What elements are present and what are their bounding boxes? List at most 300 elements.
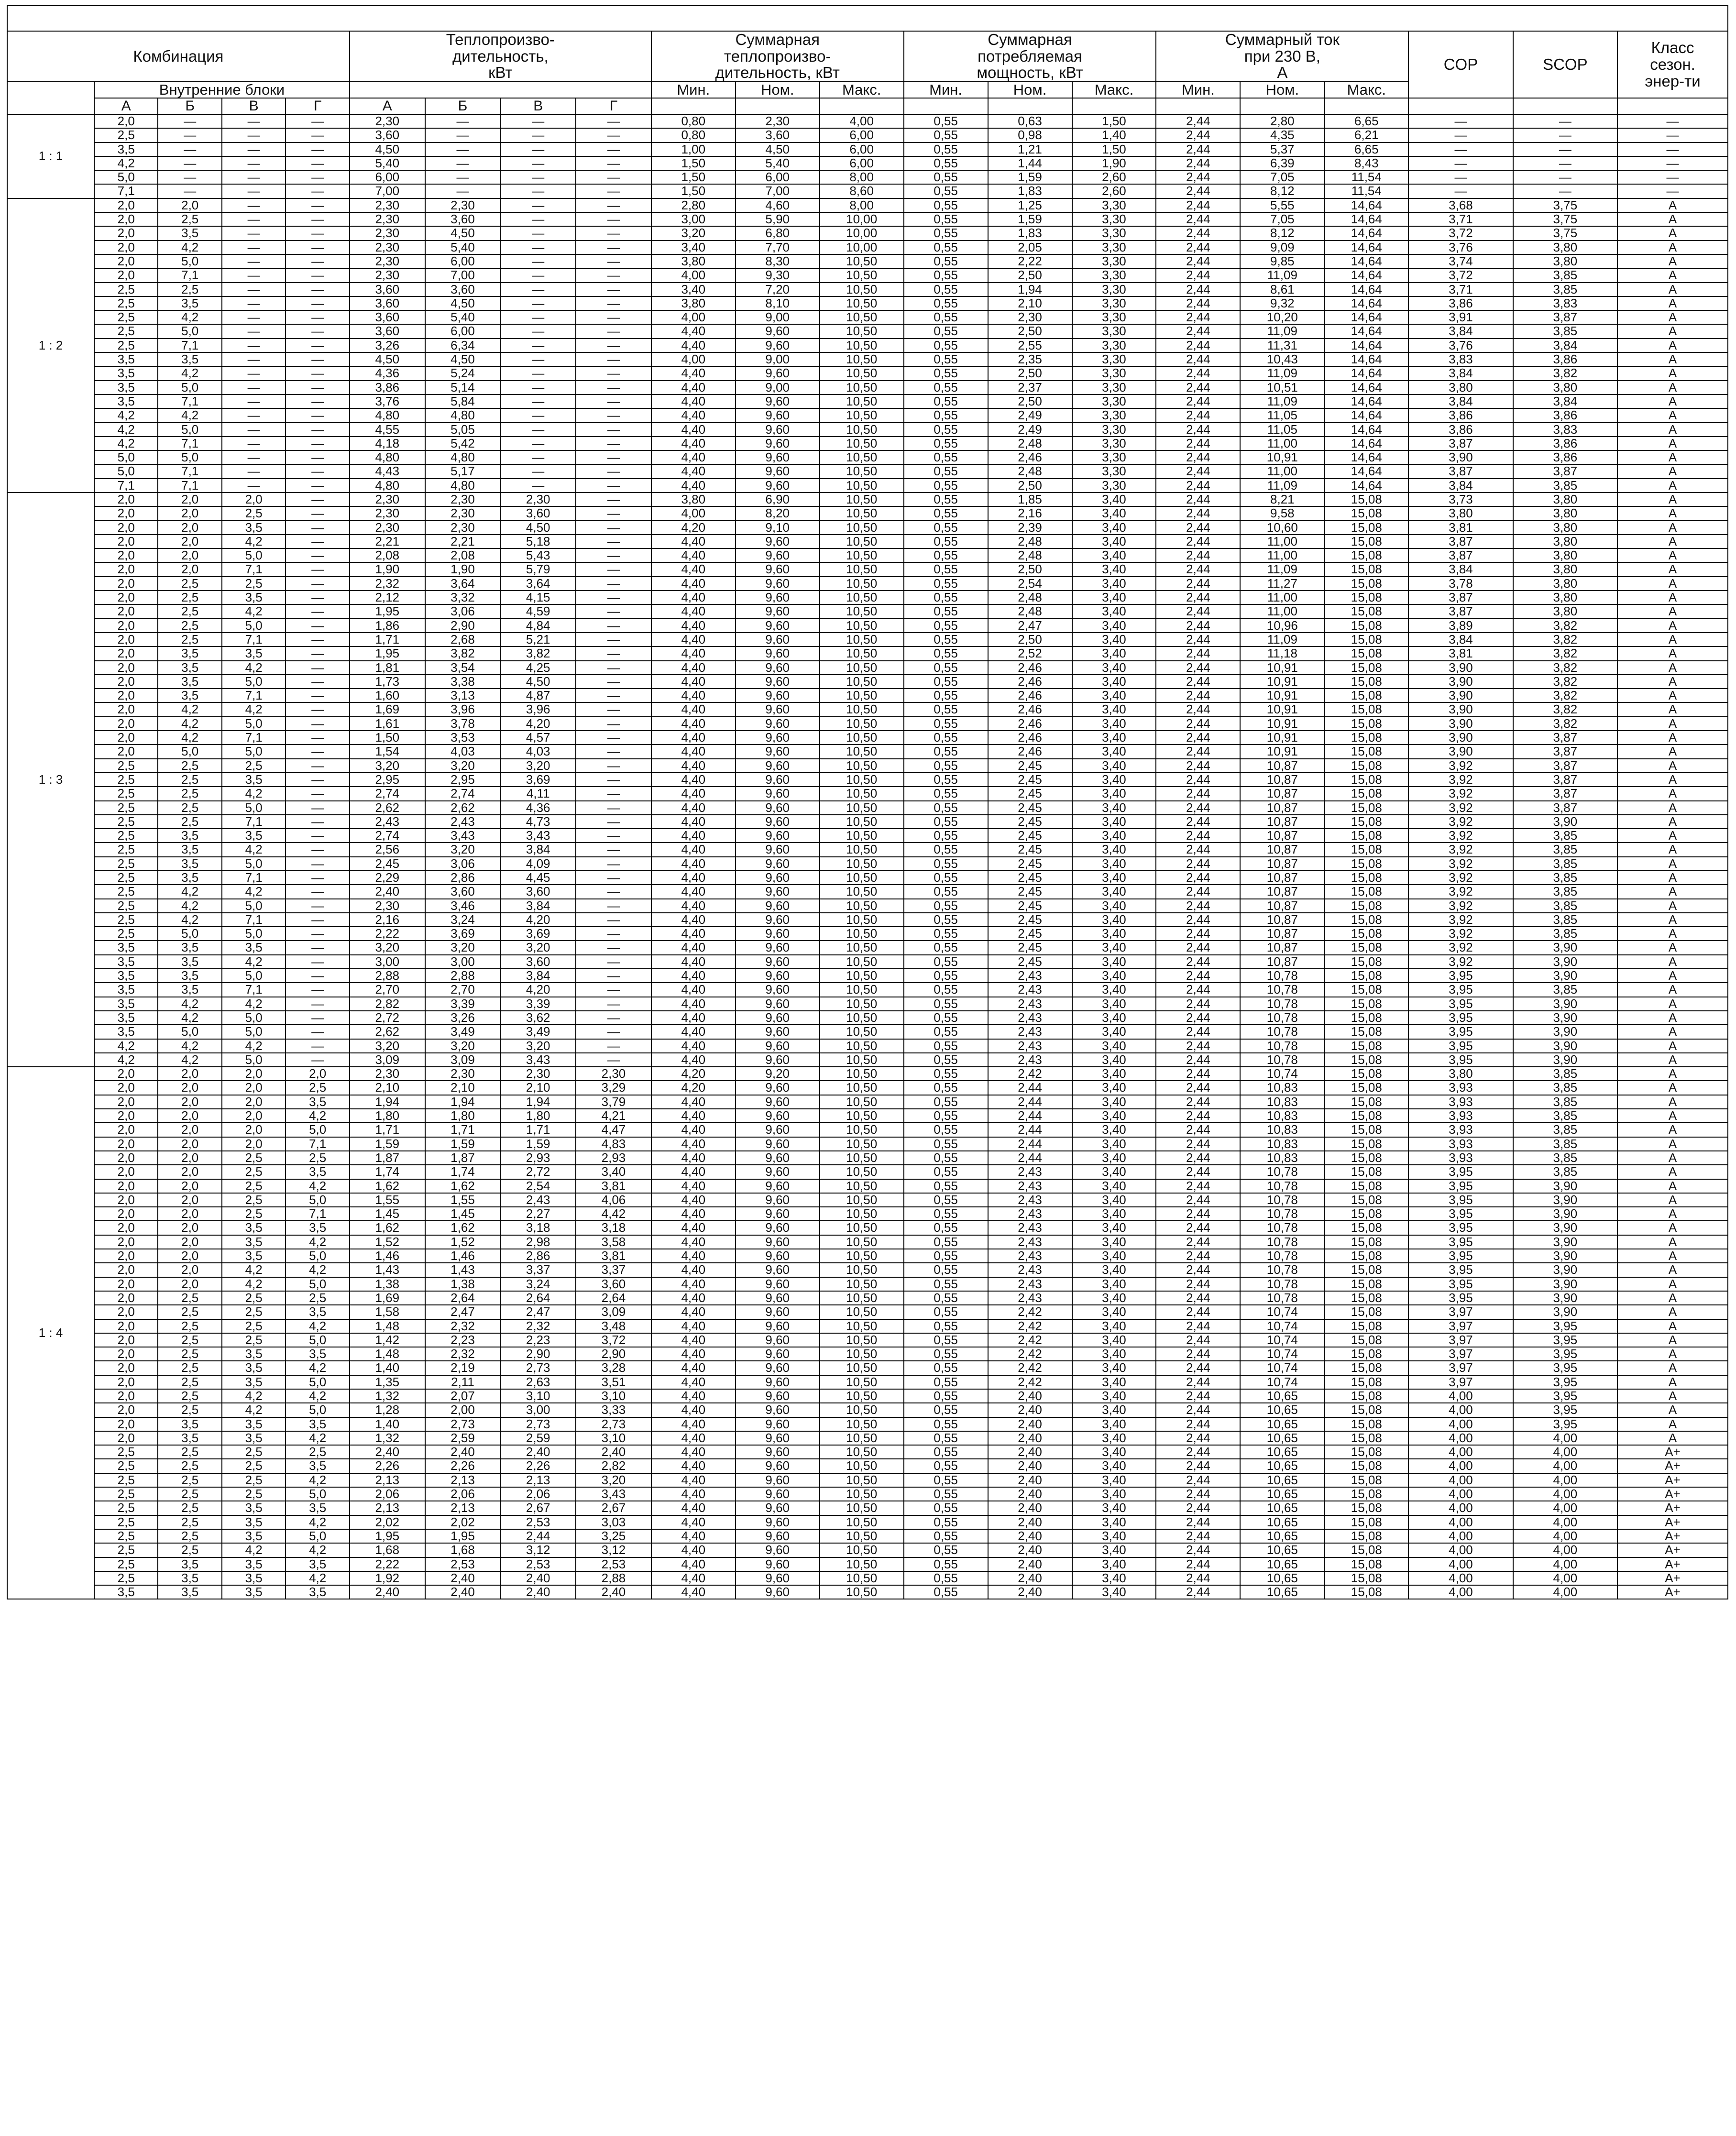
cell: 3,69 <box>500 773 576 787</box>
cell: 0,55 <box>904 675 988 689</box>
cell: 10,50 <box>820 829 904 843</box>
cell: 2,30 <box>350 254 425 268</box>
cell: 2,0 <box>94 604 158 618</box>
cell: A <box>1617 1221 1728 1235</box>
cell: 3,20 <box>500 759 576 773</box>
cell: A <box>1617 324 1728 338</box>
cell: 10,00 <box>820 226 904 240</box>
cell: 5,0 <box>286 1277 349 1291</box>
cell: A <box>1617 955 1728 969</box>
header-total-power-l2: потребляемая <box>978 47 1082 65</box>
cell: 3,5 <box>158 675 221 689</box>
cell: — <box>286 114 349 128</box>
cell: 3,30 <box>1072 479 1156 493</box>
cell: 3,95 <box>1408 983 1513 997</box>
table-row <box>7 408 1728 422</box>
table-row <box>7 310 1728 324</box>
cell: 3,5 <box>222 1417 286 1431</box>
cell: 3,85 <box>1513 1165 1617 1179</box>
cell: 3,5 <box>94 941 158 954</box>
cell: 0,55 <box>904 212 988 226</box>
cell: 2,44 <box>1156 899 1240 913</box>
cell: 2,44 <box>1156 1263 1240 1277</box>
cell: 2,5 <box>94 1515 158 1529</box>
cell: A <box>1617 619 1728 633</box>
cell: 3,10 <box>576 1431 651 1445</box>
header-total-power-l3: мощность, кВт <box>977 64 1083 82</box>
cell: — <box>576 548 651 562</box>
cell: 2,0 <box>94 1067 158 1081</box>
cell: 3,20 <box>651 226 736 240</box>
cell: A+ <box>1617 1585 1728 1599</box>
cell: 3,93 <box>1408 1123 1513 1137</box>
cell: 3,40 <box>1072 1011 1156 1025</box>
table-row <box>7 955 1728 969</box>
cell: 4,20 <box>651 521 736 535</box>
cell: 2,5 <box>94 815 158 829</box>
header-cap-b: Б <box>425 98 501 114</box>
cell: 3,12 <box>500 1543 576 1557</box>
cell: 10,83 <box>1240 1151 1324 1165</box>
cell: 2,44 <box>1156 142 1240 156</box>
cell: 9,60 <box>736 983 820 997</box>
cell: A <box>1617 871 1728 885</box>
cell: 3,87 <box>1513 745 1617 758</box>
cell: 3,18 <box>500 1221 576 1235</box>
cell: — <box>222 339 286 352</box>
header-cap-a: А <box>350 98 425 114</box>
cell: 4,00 <box>1513 1571 1617 1585</box>
cell: 2,5 <box>94 801 158 815</box>
header-energy-class-l3: энер-ти <box>1645 72 1701 90</box>
cell: 2,44 <box>1156 1207 1240 1221</box>
cell: 10,83 <box>1240 1123 1324 1137</box>
cell: 3,95 <box>1408 1179 1513 1193</box>
cell: — <box>576 241 651 254</box>
cell: 0,55 <box>904 493 988 506</box>
cell: A <box>1617 1067 1728 1081</box>
cell: 3,82 <box>1513 619 1617 633</box>
cell: 2,0 <box>94 1151 158 1165</box>
cell: 4,40 <box>651 1249 736 1263</box>
cell: 2,48 <box>988 604 1072 618</box>
cell: 4,36 <box>350 366 425 380</box>
cell: 4,2 <box>222 1403 286 1417</box>
cell: 3,90 <box>1513 1221 1617 1235</box>
table-row <box>7 843 1728 856</box>
cell: 1,45 <box>350 1207 425 1221</box>
cell: 2,73 <box>500 1361 576 1375</box>
cell: 10,50 <box>820 1025 904 1039</box>
cell: 15,08 <box>1324 717 1408 731</box>
cell: 2,44 <box>1156 1403 1240 1417</box>
cell: 2,0 <box>222 1067 286 1081</box>
cell: — <box>576 689 651 702</box>
cell: 2,0 <box>158 1221 221 1235</box>
cell: 15,08 <box>1324 1193 1408 1207</box>
cell: 3,09 <box>350 1053 425 1067</box>
cell: 1,62 <box>425 1179 501 1193</box>
cell: 3,48 <box>576 1319 651 1333</box>
cell: 3,72 <box>576 1333 651 1347</box>
table-row <box>7 254 1728 268</box>
cell: 3,40 <box>1072 562 1156 576</box>
cell: 10,50 <box>820 493 904 506</box>
cell: 2,5 <box>94 1557 158 1571</box>
cell: 1,94 <box>350 1095 425 1109</box>
cell: 2,88 <box>350 969 425 983</box>
cell: 15,08 <box>1324 675 1408 689</box>
cell: 4,2 <box>158 1011 221 1025</box>
cell: 3,72 <box>1408 268 1513 282</box>
cell: A <box>1617 1053 1728 1067</box>
cell: A <box>1617 1151 1728 1165</box>
cell: 3,40 <box>1072 1529 1156 1543</box>
cell: 4,40 <box>651 437 736 450</box>
cell: 2,30 <box>350 521 425 535</box>
cell: 10,50 <box>820 1319 904 1333</box>
cell: 4,80 <box>425 450 501 464</box>
cell: 3,87 <box>1408 548 1513 562</box>
table-row <box>7 114 1728 128</box>
cell: 3,5 <box>158 1431 221 1445</box>
cell: 4,40 <box>651 619 736 633</box>
cell: 10,50 <box>820 1305 904 1319</box>
cell: 2,0 <box>94 1431 158 1445</box>
cell: A <box>1617 983 1728 997</box>
cell: 2,5 <box>158 815 221 829</box>
cell: 4,00 <box>1513 1431 1617 1445</box>
cell: 4,40 <box>651 577 736 591</box>
cell: 11,05 <box>1240 423 1324 437</box>
cell: 3,92 <box>1408 787 1513 800</box>
cell: 2,02 <box>425 1515 501 1529</box>
cell: 1,59 <box>988 212 1072 226</box>
table-row <box>7 1165 1728 1179</box>
cell: 3,10 <box>576 1389 651 1403</box>
cell: — <box>286 633 349 646</box>
cell: 2,0 <box>94 633 158 646</box>
cell: 2,5 <box>94 885 158 898</box>
cell: 4,2 <box>286 1389 349 1403</box>
cell: 10,65 <box>1240 1585 1324 1599</box>
cell: 2,5 <box>158 1487 221 1501</box>
cell: 3,76 <box>1408 339 1513 352</box>
cell: 2,44 <box>1156 352 1240 366</box>
cell: 3,82 <box>1513 633 1617 646</box>
cell: 10,50 <box>820 801 904 815</box>
cell: 3,26 <box>350 339 425 352</box>
cell: 3,5 <box>94 394 158 408</box>
cell: 3,5 <box>222 1347 286 1361</box>
cell: — <box>576 535 651 548</box>
cell: 3,40 <box>1072 1319 1156 1333</box>
cell: 3,95 <box>1408 1207 1513 1221</box>
cell: — <box>286 394 349 408</box>
cell: 3,40 <box>1072 591 1156 604</box>
cell: 2,02 <box>350 1515 425 1529</box>
cell: — <box>576 1053 651 1067</box>
cell: 2,44 <box>1156 1557 1240 1571</box>
cell: 3,5 <box>94 142 158 156</box>
cell: — <box>1513 170 1617 184</box>
cell: 10,50 <box>820 689 904 702</box>
cell: 2,43 <box>988 1039 1072 1053</box>
cell: 3,95 <box>1408 1263 1513 1277</box>
cell: 10,50 <box>820 1067 904 1081</box>
cell: 3,95 <box>1408 1011 1513 1025</box>
cell: 3,40 <box>1072 1207 1156 1221</box>
combination-ratio: 1 : 2 <box>7 198 94 493</box>
cell: 4,73 <box>500 815 576 829</box>
cell: 15,08 <box>1324 1333 1408 1347</box>
cell: — <box>576 941 651 954</box>
cell: — <box>576 198 651 212</box>
cell: 2,44 <box>1156 450 1240 464</box>
cell: 4,50 <box>350 352 425 366</box>
cell: A+ <box>1617 1445 1728 1459</box>
cell: 4,00 <box>1408 1417 1513 1431</box>
cell: 0,55 <box>904 1347 988 1361</box>
cell: 2,44 <box>1156 969 1240 983</box>
cell: 1,59 <box>425 1137 501 1151</box>
cell: 3,91 <box>1408 310 1513 324</box>
cell: 10,83 <box>1240 1109 1324 1123</box>
cell: 3,40 <box>1072 1445 1156 1459</box>
cell: 10,78 <box>1240 1249 1324 1263</box>
cell: 3,5 <box>222 1585 286 1599</box>
cell: A+ <box>1617 1543 1728 1557</box>
cell: 3,92 <box>1408 899 1513 913</box>
cell: 9,60 <box>736 577 820 591</box>
cell: 0,55 <box>904 1291 988 1305</box>
cell: 9,60 <box>736 1361 820 1375</box>
cell: 10,50 <box>820 1207 904 1221</box>
cell: 2,44 <box>1156 198 1240 212</box>
cell: 2,13 <box>425 1473 501 1487</box>
cell: — <box>286 899 349 913</box>
cell: 0,55 <box>904 128 988 142</box>
cell: 0,55 <box>904 1319 988 1333</box>
cell: 0,55 <box>904 268 988 282</box>
cell: 1,83 <box>988 184 1072 198</box>
table-row <box>7 339 1728 352</box>
cell: 3,30 <box>1072 283 1156 296</box>
cell: 10,78 <box>1240 1039 1324 1053</box>
header-total-capacity-l1: Суммарная <box>735 31 820 48</box>
cell: 0,55 <box>904 661 988 675</box>
cell: — <box>1408 128 1513 142</box>
cell: 11,09 <box>1240 366 1324 380</box>
cell: 10,50 <box>820 577 904 591</box>
cell: 2,44 <box>1156 1515 1240 1529</box>
cell: 2,0 <box>158 1137 221 1151</box>
cell: 2,44 <box>988 1095 1072 1109</box>
cell: 10,78 <box>1240 969 1324 983</box>
cell: 3,5 <box>222 1501 286 1515</box>
cell: 15,08 <box>1324 1501 1408 1515</box>
cell: 2,26 <box>425 1459 501 1473</box>
cell: 10,78 <box>1240 1053 1324 1067</box>
cell: 3,80 <box>1513 381 1617 394</box>
cell: 10,50 <box>820 450 904 464</box>
cell: 4,2 <box>222 535 286 548</box>
cell: 2,44 <box>1156 128 1240 142</box>
cell: 14,64 <box>1324 283 1408 296</box>
cell: 0,55 <box>904 577 988 591</box>
cell: 3,40 <box>1072 1193 1156 1207</box>
cell: 3,37 <box>500 1263 576 1277</box>
cell: 3,30 <box>1072 324 1156 338</box>
cell: 2,30 <box>425 521 501 535</box>
cell: 4,40 <box>651 843 736 856</box>
cell: 3,84 <box>1408 366 1513 380</box>
cell: 0,55 <box>904 1151 988 1165</box>
cell: 10,91 <box>1240 731 1324 745</box>
cell: 2,52 <box>988 646 1072 660</box>
cell: 3,90 <box>1513 1277 1617 1291</box>
cell: 0,55 <box>904 283 988 296</box>
cell: 7,1 <box>222 562 286 576</box>
cell: 1,87 <box>350 1151 425 1165</box>
cell: 2,53 <box>576 1557 651 1571</box>
cell: 9,60 <box>736 1193 820 1207</box>
cell: 10,65 <box>1240 1529 1324 1543</box>
table-row <box>7 941 1728 954</box>
cell: 4,40 <box>651 604 736 618</box>
table-row <box>7 1333 1728 1347</box>
cell: 2,0 <box>158 1165 221 1179</box>
cell: 2,5 <box>94 310 158 324</box>
cell: 2,46 <box>988 702 1072 716</box>
cell: A <box>1617 1375 1728 1389</box>
cell: — <box>576 366 651 380</box>
cell: 10,43 <box>1240 352 1324 366</box>
cell: — <box>500 296 576 310</box>
cell: 4,50 <box>500 675 576 689</box>
cell: 15,08 <box>1324 633 1408 646</box>
cell: 3,96 <box>500 702 576 716</box>
cell: 4,20 <box>500 717 576 731</box>
cell: — <box>576 254 651 268</box>
cell: 4,45 <box>500 871 576 885</box>
cell: 9,60 <box>736 1473 820 1487</box>
cell: 2,0 <box>158 1179 221 1193</box>
cell: — <box>1513 184 1617 198</box>
cell: — <box>222 296 286 310</box>
cell: 1,68 <box>350 1543 425 1557</box>
cell: 0,55 <box>904 1039 988 1053</box>
cell: 1,40 <box>1072 128 1156 142</box>
cell: — <box>576 927 651 941</box>
cell: 14,64 <box>1324 423 1408 437</box>
cell: 3,85 <box>1513 843 1617 856</box>
cell: 3,60 <box>350 296 425 310</box>
cell: 5,0 <box>222 969 286 983</box>
cell: 2,44 <box>1156 1417 1240 1431</box>
cell: 2,0 <box>94 1137 158 1151</box>
cell: — <box>286 717 349 731</box>
cell: 3,40 <box>1072 1571 1156 1585</box>
cell: 2,5 <box>158 1347 221 1361</box>
cell: 2,42 <box>988 1305 1072 1319</box>
cell: 9,32 <box>1240 296 1324 310</box>
cell: A <box>1617 212 1728 226</box>
cell: 10,50 <box>820 646 904 660</box>
cell: 3,30 <box>1072 464 1156 478</box>
cell: 4,40 <box>651 535 736 548</box>
cell: 10,50 <box>820 885 904 898</box>
cell: 5,0 <box>222 619 286 633</box>
cell: 4,11 <box>500 787 576 800</box>
cell: — <box>286 913 349 927</box>
cell: 3,25 <box>576 1529 651 1543</box>
cell: 2,80 <box>651 198 736 212</box>
cell: 8,30 <box>736 254 820 268</box>
cell: 7,1 <box>94 184 158 198</box>
cell: — <box>576 268 651 282</box>
cell: 2,5 <box>158 1291 221 1305</box>
cell: 15,08 <box>1324 1039 1408 1053</box>
table-row <box>7 1459 1728 1473</box>
cell: 2,5 <box>158 759 221 773</box>
cell: 3,85 <box>1513 885 1617 898</box>
cell: 4,00 <box>1408 1585 1513 1599</box>
cell: 2,0 <box>94 506 158 520</box>
cell: 0,55 <box>904 1417 988 1431</box>
cell: 0,55 <box>904 1361 988 1375</box>
cell: 3,5 <box>286 1557 349 1571</box>
cell: 3,60 <box>576 1277 651 1291</box>
table-row <box>7 1277 1728 1291</box>
cell: 2,47 <box>500 1305 576 1319</box>
cell: 3,40 <box>1072 633 1156 646</box>
cell: 10,50 <box>820 1235 904 1249</box>
cell: 9,60 <box>736 871 820 885</box>
cell: 2,40 <box>988 1431 1072 1445</box>
cell: 10,74 <box>1240 1361 1324 1375</box>
cell: 9,60 <box>736 927 820 941</box>
cell: 2,19 <box>425 1361 501 1375</box>
cell: 2,48 <box>988 437 1072 450</box>
cell: 10,50 <box>820 1515 904 1529</box>
cell: 4,2 <box>222 787 286 800</box>
cell: 3,24 <box>500 1277 576 1291</box>
cell: A <box>1617 1123 1728 1137</box>
cell: 2,43 <box>425 815 501 829</box>
cell: 2,44 <box>1156 1011 1240 1025</box>
cell: 3,5 <box>222 1361 286 1375</box>
cell: 0,55 <box>904 1403 988 1417</box>
cell: 3,92 <box>1408 885 1513 898</box>
table-row <box>7 1067 1728 1081</box>
cell: — <box>576 506 651 520</box>
cell: 3,40 <box>1072 548 1156 562</box>
cell: 10,50 <box>820 633 904 646</box>
cell: 9,60 <box>736 646 820 660</box>
cell: — <box>286 1025 349 1039</box>
cell: 3,76 <box>1408 241 1513 254</box>
cell: 10,91 <box>1240 689 1324 702</box>
cell: 2,30 <box>350 268 425 282</box>
cell: 2,44 <box>1156 1571 1240 1585</box>
cell: 0,55 <box>904 1123 988 1137</box>
cell: 3,85 <box>1513 871 1617 885</box>
cell: 2,22 <box>350 927 425 941</box>
cell: 4,40 <box>651 1137 736 1151</box>
cell: A <box>1617 1207 1728 1221</box>
cell: A <box>1617 1109 1728 1123</box>
